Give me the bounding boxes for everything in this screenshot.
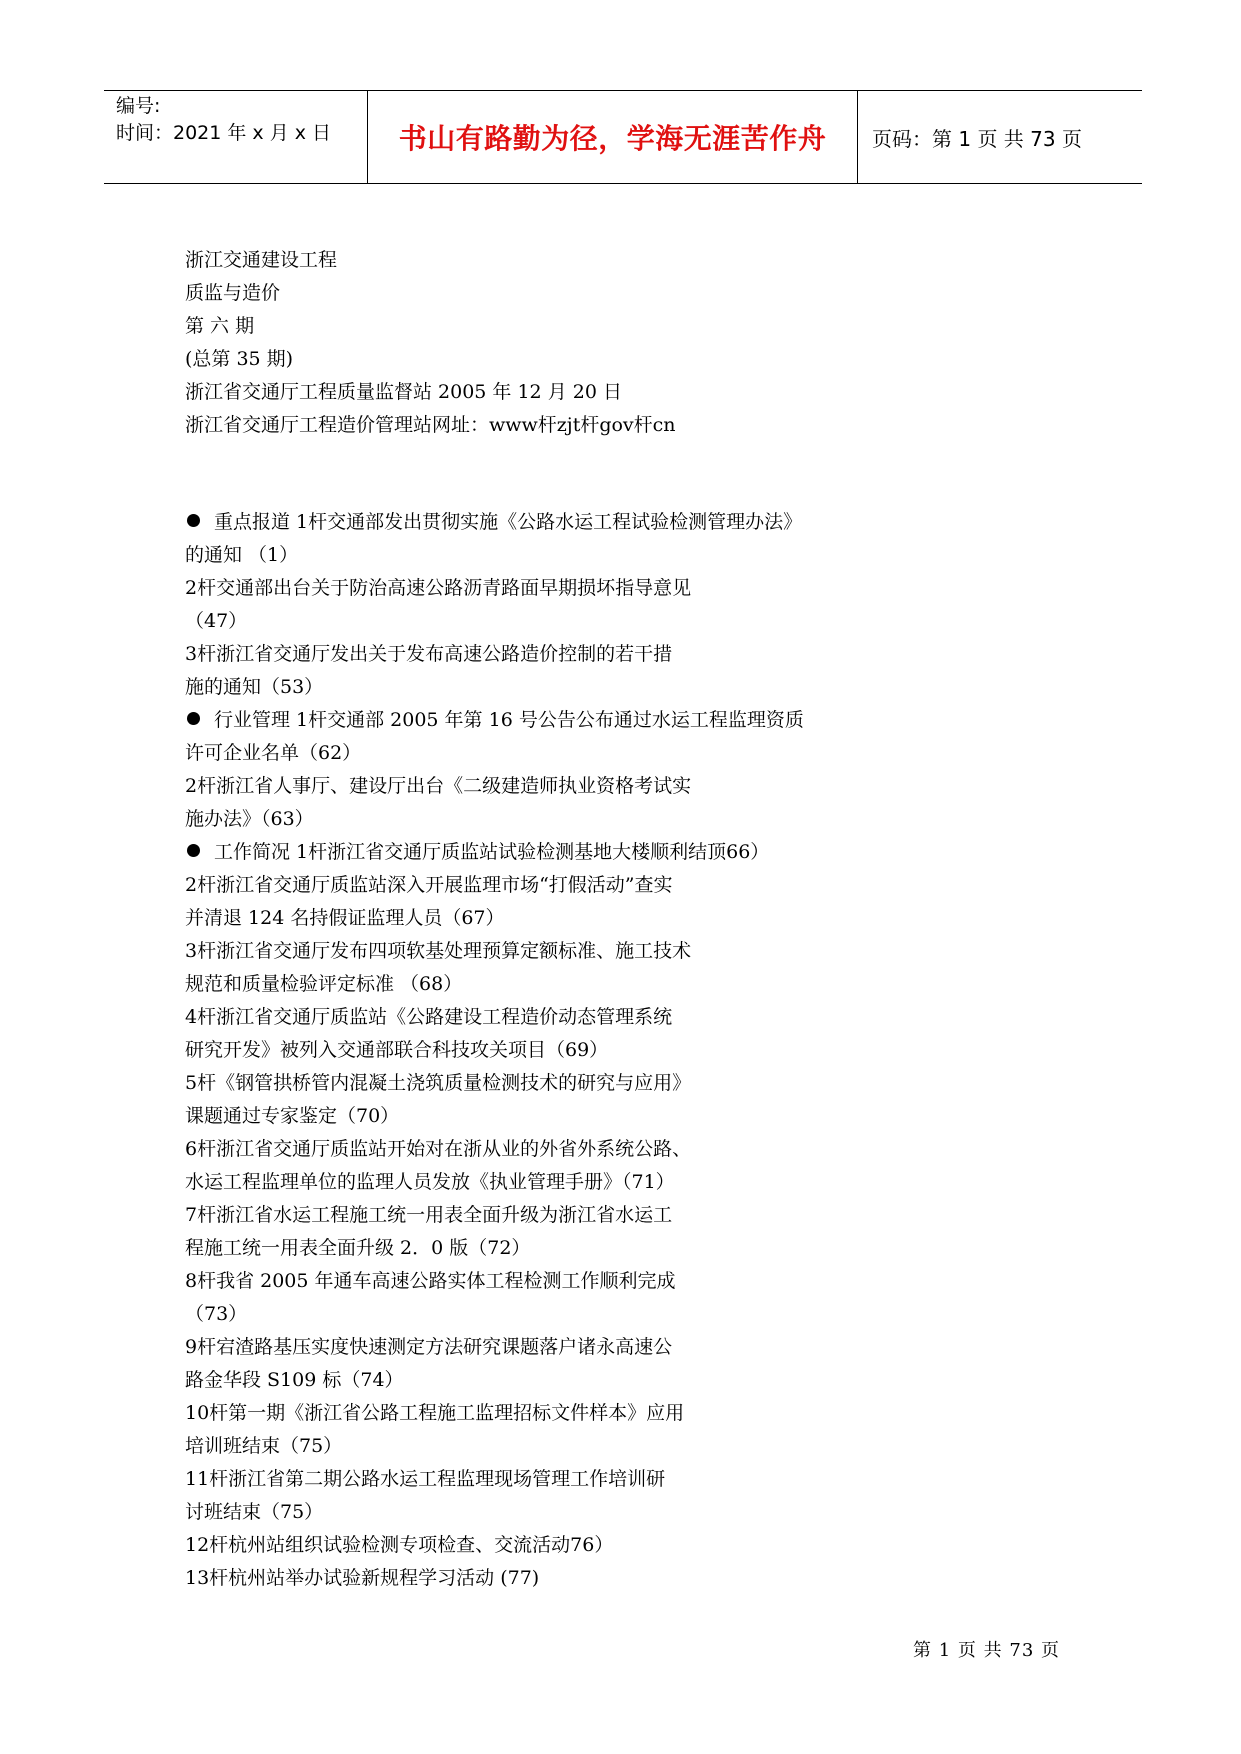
toc-line	[185, 1265, 945, 1298]
issue-total: (总第 35 期)	[185, 348, 294, 370]
toc-line	[185, 803, 945, 836]
page-header	[104, 90, 1142, 184]
toc-line-text: （47）	[185, 610, 248, 632]
toc-line	[185, 737, 945, 770]
toc-line	[185, 1001, 945, 1034]
publication-title: 浙江交通建设工程	[185, 249, 338, 271]
toc-line-text: 8杆我省 2005 年通车高速公路实体工程检测工作顺利完成	[185, 1270, 676, 1292]
toc-line	[185, 770, 945, 803]
toc-line	[185, 1298, 945, 1331]
header-motto-cell	[368, 91, 858, 183]
website-line: 浙江省交通厅工程造价管理站网址：www杆zjt杆gov杆cn	[185, 414, 676, 436]
toc-line-text: 并清退 124 名持假证监理人员（67）	[185, 907, 505, 929]
toc-line-text: 12杆杭州站组织试验检测专项检查、交流活动76）	[185, 1534, 614, 1556]
toc-line-text: 3杆浙江省交通厅发布四项软基处理预算定额标准、施工技术	[185, 940, 692, 962]
toc-line	[185, 704, 945, 737]
toc-line	[185, 1133, 945, 1166]
toc-line-text: 规范和质量检验评定标准 （68）	[185, 973, 463, 995]
toc-line-text: 9杆宕渣路基压实度快速测定方法研究课题落户诸永高速公	[185, 1336, 673, 1358]
toc-line	[185, 1463, 945, 1496]
toc-line-text: 2杆交通部出台关于防治高速公路沥青路面早期损坏指导意见	[185, 577, 692, 599]
document-time: 时间：2021 年 x 月 x 日	[116, 122, 332, 144]
toc-line-text: 7杆浙江省水运工程施工统一用表全面升级为浙江省水运工	[185, 1204, 673, 1226]
toc-line	[185, 572, 945, 605]
publisher-date: 浙江省交通厅工程质量监督站 2005 年 12 月 20 日	[185, 381, 622, 403]
header-meta	[104, 91, 368, 183]
toc-line	[185, 836, 945, 869]
toc-line	[185, 968, 945, 1001]
toc-line	[185, 1529, 945, 1562]
toc-line	[185, 506, 945, 539]
toc-line-text: 行业管理 1杆交通部 2005 年第 16 号公告公布通过水运工程监理资质	[214, 709, 804, 731]
toc-line	[185, 1067, 945, 1100]
toc-line-text: 许可企业名单（62）	[185, 742, 362, 764]
toc-line-text: 课题通过专家鉴定（70）	[185, 1105, 400, 1127]
motto-text: 书山有路勤为径，学海无涯苦作舟	[398, 122, 827, 155]
toc-line-text: 2杆浙江省人事厅、建设厅出台《二级建造师执业资格考试实	[185, 775, 692, 797]
toc-line-text: 研究开发》被列入交通部联合科技攻关项目（69）	[185, 1039, 609, 1061]
page-code: 页码：第 1 页 共 73 页	[872, 126, 1082, 151]
toc-line	[185, 1199, 945, 1232]
toc-line	[185, 1166, 945, 1199]
toc-line	[185, 869, 945, 902]
toc-line	[185, 935, 945, 968]
toc-line	[185, 902, 945, 935]
header-page-code-cell	[858, 91, 1142, 183]
toc-line-text: 培训班结束（75）	[185, 1435, 343, 1457]
toc-line-text: 重点报道 1杆交通部发出贯彻实施《公路水运工程试验检测管理办法》	[214, 511, 803, 533]
issue-intro	[185, 244, 945, 442]
toc-line	[185, 1496, 945, 1529]
toc-line-text: 程施工统一用表全面升级 2．0 版（72）	[185, 1237, 531, 1259]
toc-line	[185, 671, 945, 704]
toc-line	[185, 605, 945, 638]
toc-line-text: 10杆第一期《浙江省公路工程施工监理招标文件样本》应用	[185, 1402, 685, 1424]
page-footer	[0, 1636, 1060, 1662]
table-of-contents	[185, 506, 945, 1595]
document-number-label: 编号:	[116, 95, 161, 117]
toc-line-text: 水运工程监理单位的监理人员发放《执业管理手册》（71）	[185, 1171, 675, 1193]
publication-subtitle: 质监与造价	[185, 282, 281, 304]
bullet-icon	[187, 844, 200, 857]
toc-line	[185, 1562, 945, 1595]
toc-line-text: 的通知 （1）	[185, 544, 299, 566]
toc-line	[185, 1364, 945, 1397]
bullet-icon	[187, 514, 200, 527]
toc-line-text: （73）	[185, 1303, 248, 1325]
bullet-icon	[187, 712, 200, 725]
toc-line	[185, 1430, 945, 1463]
toc-line-text: 路金华段 S109 标（74）	[185, 1369, 404, 1391]
toc-line	[185, 1232, 945, 1265]
toc-line-text: 4杆浙江省交通厅质监站《公路建设工程造价动态管理系统	[185, 1006, 673, 1028]
toc-line-text: 11杆浙江省第二期公路水运工程监理现场管理工作培训研	[185, 1468, 666, 1490]
footer-page-number: 第 1 页 共 73 页	[913, 1640, 1060, 1661]
toc-line-text: 3杆浙江省交通厅发出关于发布高速公路造价控制的若干措	[185, 643, 673, 665]
toc-line	[185, 1331, 945, 1364]
toc-line	[185, 638, 945, 671]
toc-line-text: 讨班结束（75）	[185, 1501, 324, 1523]
toc-line	[185, 539, 945, 572]
toc-line-text: 13杆杭州站举办试验新规程学习活动 (77)	[185, 1567, 540, 1589]
toc-line-text: 2杆浙江省交通厅质监站深入开展监理市场“打假活动”查实	[185, 874, 673, 896]
toc-line	[185, 1034, 945, 1067]
toc-line-text: 6杆浙江省交通厅质监站开始对在浙从业的外省外系统公路、	[185, 1138, 692, 1160]
toc-line-text: 施的通知（53）	[185, 676, 324, 698]
toc-line-text: 施办法》（63）	[185, 808, 314, 830]
toc-line-text: 工作简况 1杆浙江省交通厅质监站试验检测基地大楼顺利结顶66）	[214, 841, 770, 863]
issue-number: 第 六 期	[185, 315, 255, 337]
toc-line	[185, 1100, 945, 1133]
toc-line-text: 5杆《钢管拱桥管内混凝土浇筑质量检测技术的研究与应用》	[185, 1072, 692, 1094]
toc-line	[185, 1397, 945, 1430]
